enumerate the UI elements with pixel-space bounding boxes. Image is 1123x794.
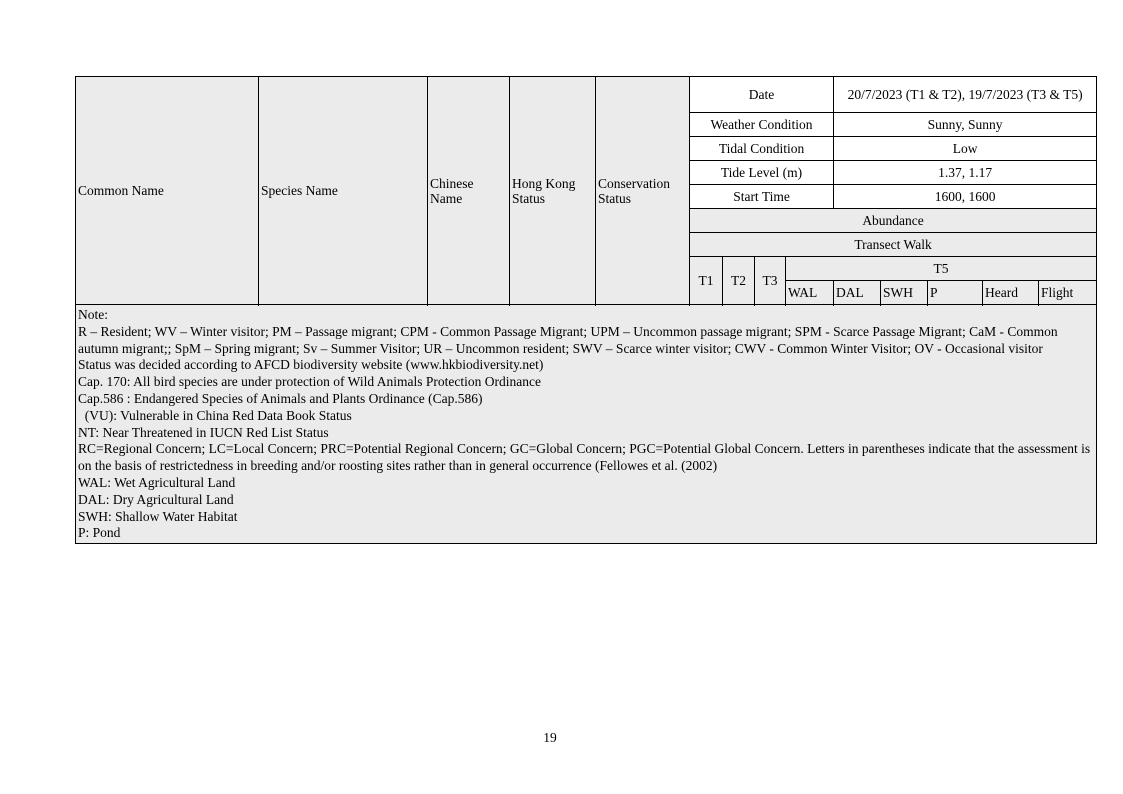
header-hong-kong-status: Hong Kong Status <box>510 77 596 305</box>
transect-t2-header: T2 <box>723 257 755 305</box>
note-swh: SWH: Shallow Water Habitat <box>78 508 238 524</box>
note-cap170: Cap. 170: All bird species are under protection of Wild Animals Protection Ordinance <box>78 374 541 390</box>
transect-t3-header: T3 <box>755 257 786 305</box>
date-value: 20/7/2023 (T1 & T2), 19/7/2023 (T3 & T5) <box>834 77 1097 113</box>
transect-t1-header: T1 <box>690 257 723 305</box>
tidal-value: Low <box>834 137 1097 161</box>
note-status-codes: R – Resident; WV – Winter visitor; PM – Passage migrant; CPM - Common Passage Migrant; UPM – Uncommon passage migrant; SPM - Scarce Passage Migrant; CaM - Common autumn migrant;; SpM – Spring migrant; Sv – Summer Visitor; UR – Uncommon resident; SWV – Scarce winter visitor; CWV - Common Winter Visitor; OV - Occasional visitor <box>78 323 1058 356</box>
note-pond: P: Pond <box>78 525 121 541</box>
bird-survey-table <box>75 76 1097 544</box>
abundance-header: Abundance <box>690 209 1097 233</box>
note-wal: WAL: Wet Agricultural Land <box>78 474 236 490</box>
t5-wal-header: WAL <box>786 281 834 305</box>
t5-p-header: P <box>928 281 983 305</box>
header-common-name: Common Name <box>76 77 259 305</box>
note-cap586: Cap.586 : Endangered Species of Animals and Plants Ordinance (Cap.586) <box>78 390 483 406</box>
page-number: 19 <box>543 730 557 745</box>
weather-value: Sunny, Sunny <box>834 113 1097 137</box>
tide-level-value: 1.37, 1.17 <box>834 161 1097 185</box>
note-concern-codes: RC=Regional Concern; LC=Local Concern; PRC=Potential Regional Concern; GC=Global Concern; PGC=Potential Global Concern. Letters in parentheses indicate that the assessment is on the basis of restrictedness in breeding and/or roosting sites rather than in general occurrence (Fellowes et al. (2002) <box>78 441 1091 474</box>
tide-level-label: Tide Level (m) <box>690 161 834 185</box>
notes-section <box>76 305 1097 544</box>
note-nt: NT: Near Threatened in IUCN Red List Status <box>78 424 329 440</box>
header-conservation-status: Conservation Status <box>596 77 690 305</box>
tidal-label: Tidal Condition <box>690 137 834 161</box>
note-heading: Note: <box>78 307 108 322</box>
note-dal: DAL: Dry Agricultural Land <box>78 491 234 507</box>
start-time-label: Start Time <box>690 185 834 209</box>
header-species-name: Species Name <box>259 77 428 305</box>
t5-flight-header: Flight <box>1039 281 1097 305</box>
transect-walk-header: Transect Walk <box>690 233 1097 257</box>
weather-label: Weather Condition <box>690 113 834 137</box>
t5-heard-header: Heard <box>983 281 1039 305</box>
note-status-source: Status was decided according to AFCD biodiversity website (www.hkbiodiversity.net) <box>78 357 544 373</box>
t5-dal-header: DAL <box>834 281 881 305</box>
header-chinese-name: Chinese Name <box>428 77 510 305</box>
t5-swh-header: SWH <box>881 281 928 305</box>
transect-t5-header: T5 <box>786 257 1097 281</box>
note-vu: (VU): Vulnerable in China Red Data Book Status <box>78 407 352 423</box>
start-time-value: 1600, 1600 <box>834 185 1097 209</box>
date-label: Date <box>690 77 834 113</box>
